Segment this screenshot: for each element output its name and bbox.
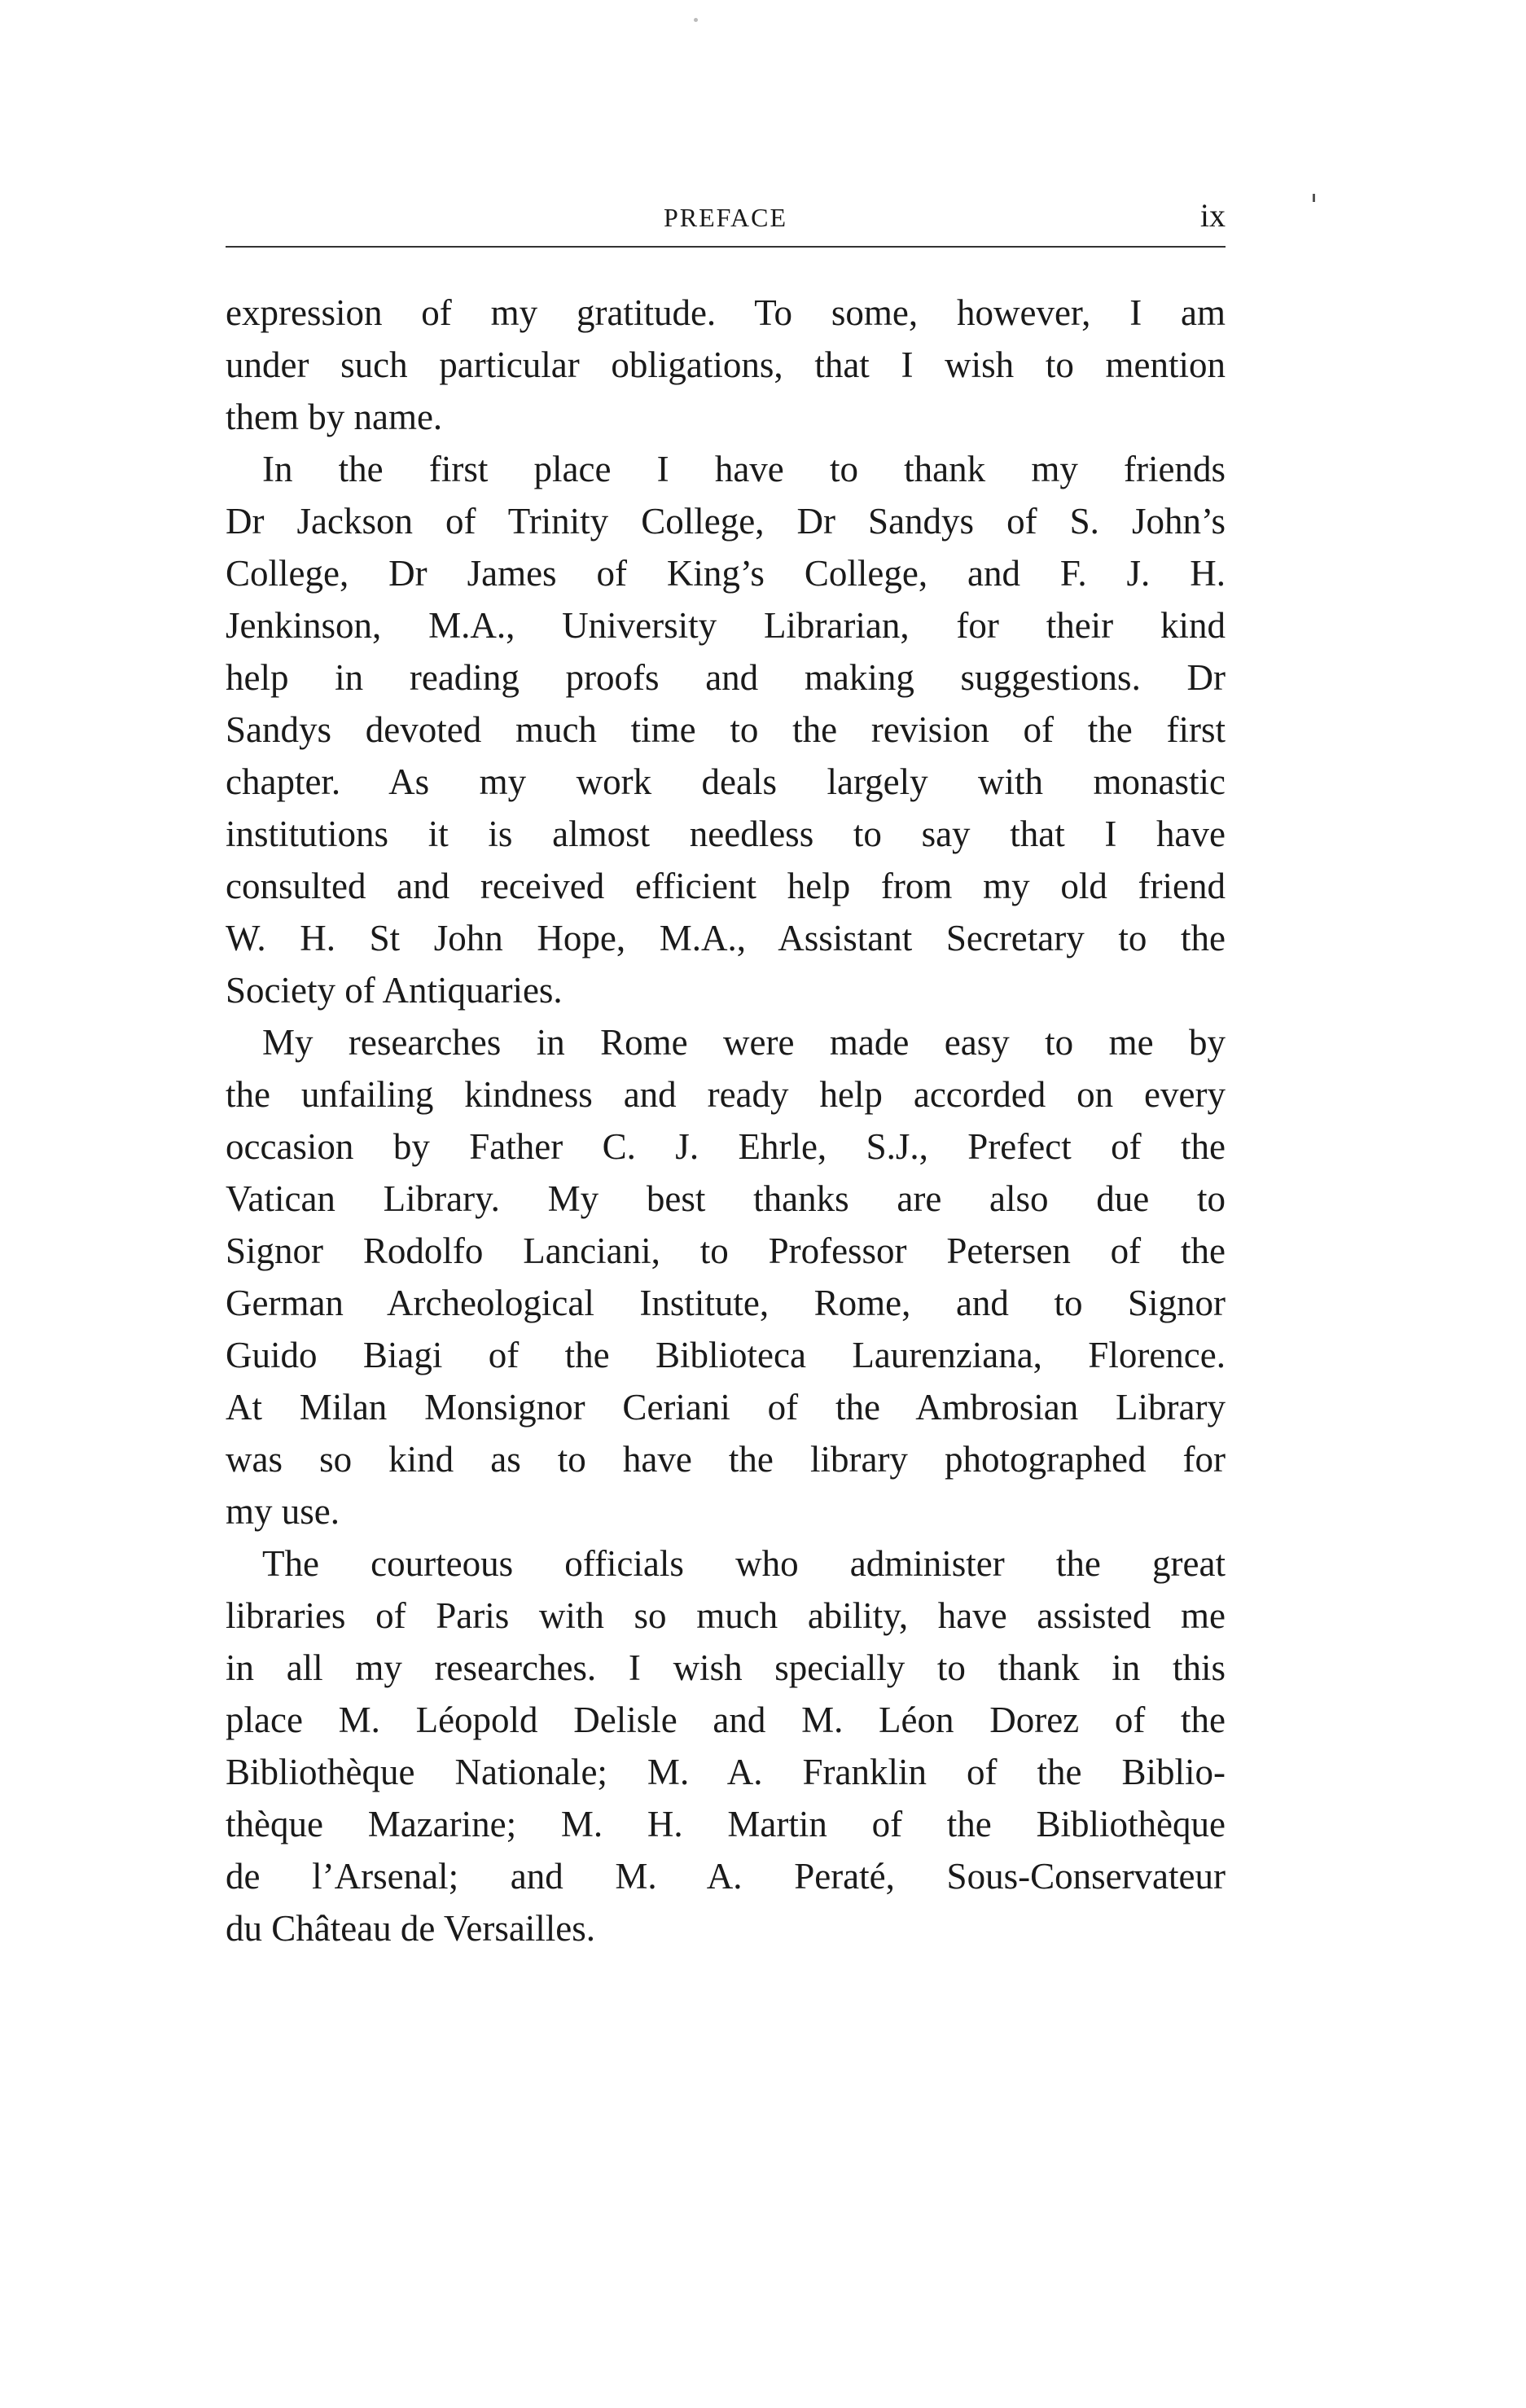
paragraph bbox=[226, 1016, 1226, 1537]
text-line: was so kind as to have the library photographed for bbox=[226, 1439, 1226, 1480]
text-line: the unfailing kindness and ready help accorded on every bbox=[226, 1074, 1226, 1115]
running-title: PREFACE bbox=[663, 203, 788, 232]
page-number: ix bbox=[1199, 197, 1226, 234]
text-line: In the first place I have to thank my friends bbox=[262, 449, 1226, 489]
text-line: Signor Rodolfo Lanciani, to Professor Petersen of the bbox=[226, 1230, 1226, 1271]
text-line: Sandys devoted much time to the revision of the first bbox=[226, 709, 1226, 750]
text-line: At Milan Monsignor Ceriani of the Ambrosian Library bbox=[226, 1387, 1226, 1428]
text-line: Jenkinson, M.A., University Librarian, for their kind bbox=[226, 605, 1226, 646]
text-line: expression of my gratitude. To some, however, I am bbox=[226, 292, 1226, 333]
page-body bbox=[226, 287, 1226, 1954]
text-line: my use. bbox=[226, 1491, 340, 1532]
scan-mark bbox=[1313, 194, 1315, 202]
page-header bbox=[226, 197, 1226, 240]
text-line: Society of Antiquaries. bbox=[226, 970, 563, 1011]
text-line: institutions it is almost needless to say that I have bbox=[226, 814, 1226, 854]
text-line: occasion by Father C. J. Ehrle, S.J., Prefect of the bbox=[226, 1126, 1226, 1167]
text-line: The courteous officials who administer the great bbox=[262, 1543, 1226, 1584]
scan-speck bbox=[694, 18, 698, 22]
text-line: chapter. As my work deals largely with monastic bbox=[226, 761, 1226, 802]
text-line: thèque Mazarine; M. H. Martin of the Bibliothèque bbox=[226, 1804, 1226, 1844]
text-line: help in reading proofs and making suggestions. Dr bbox=[226, 657, 1226, 698]
paragraph bbox=[226, 287, 1226, 443]
text-line: them by name. bbox=[226, 397, 443, 437]
text-line: My researches in Rome were made easy to me by bbox=[262, 1022, 1226, 1063]
header-rule bbox=[226, 246, 1226, 248]
text-line: German Archeological Institute, Rome, and to Signor bbox=[226, 1283, 1226, 1323]
text-line: place M. Léopold Delisle and M. Léon Dorez of the bbox=[226, 1700, 1226, 1740]
text-line: libraries of Paris with so much ability, have assisted me bbox=[226, 1595, 1226, 1636]
text-line: du Château de Versailles. bbox=[226, 1908, 596, 1949]
text-line: Dr Jackson of Trinity College, Dr Sandys of S. John’s bbox=[226, 501, 1226, 542]
paragraph bbox=[226, 1537, 1226, 1954]
text-line: under such particular obligations, that I wish to mention bbox=[226, 344, 1226, 385]
text-line: consulted and received efficient help from my old friend bbox=[226, 866, 1226, 906]
text-line: in all my researches. I wish specially to thank in this bbox=[226, 1647, 1226, 1688]
text-line: W. H. St John Hope, M.A., Assistant Secretary to the bbox=[226, 918, 1226, 958]
text-line: College, Dr James of King’s College, and F. J. H. bbox=[226, 553, 1226, 594]
text-line: Vatican Library. My best thanks are also due to bbox=[226, 1178, 1226, 1219]
text-line: de l’Arsenal; and M. A. Peraté, Sous-Conservateur bbox=[226, 1856, 1226, 1897]
paragraph bbox=[226, 443, 1226, 1016]
text-line: Guido Biagi of the Biblioteca Laurenziana, Florence. bbox=[226, 1335, 1226, 1375]
text-line: Bibliothèque Nationale; M. A. Franklin of the Biblio- bbox=[226, 1752, 1226, 1792]
